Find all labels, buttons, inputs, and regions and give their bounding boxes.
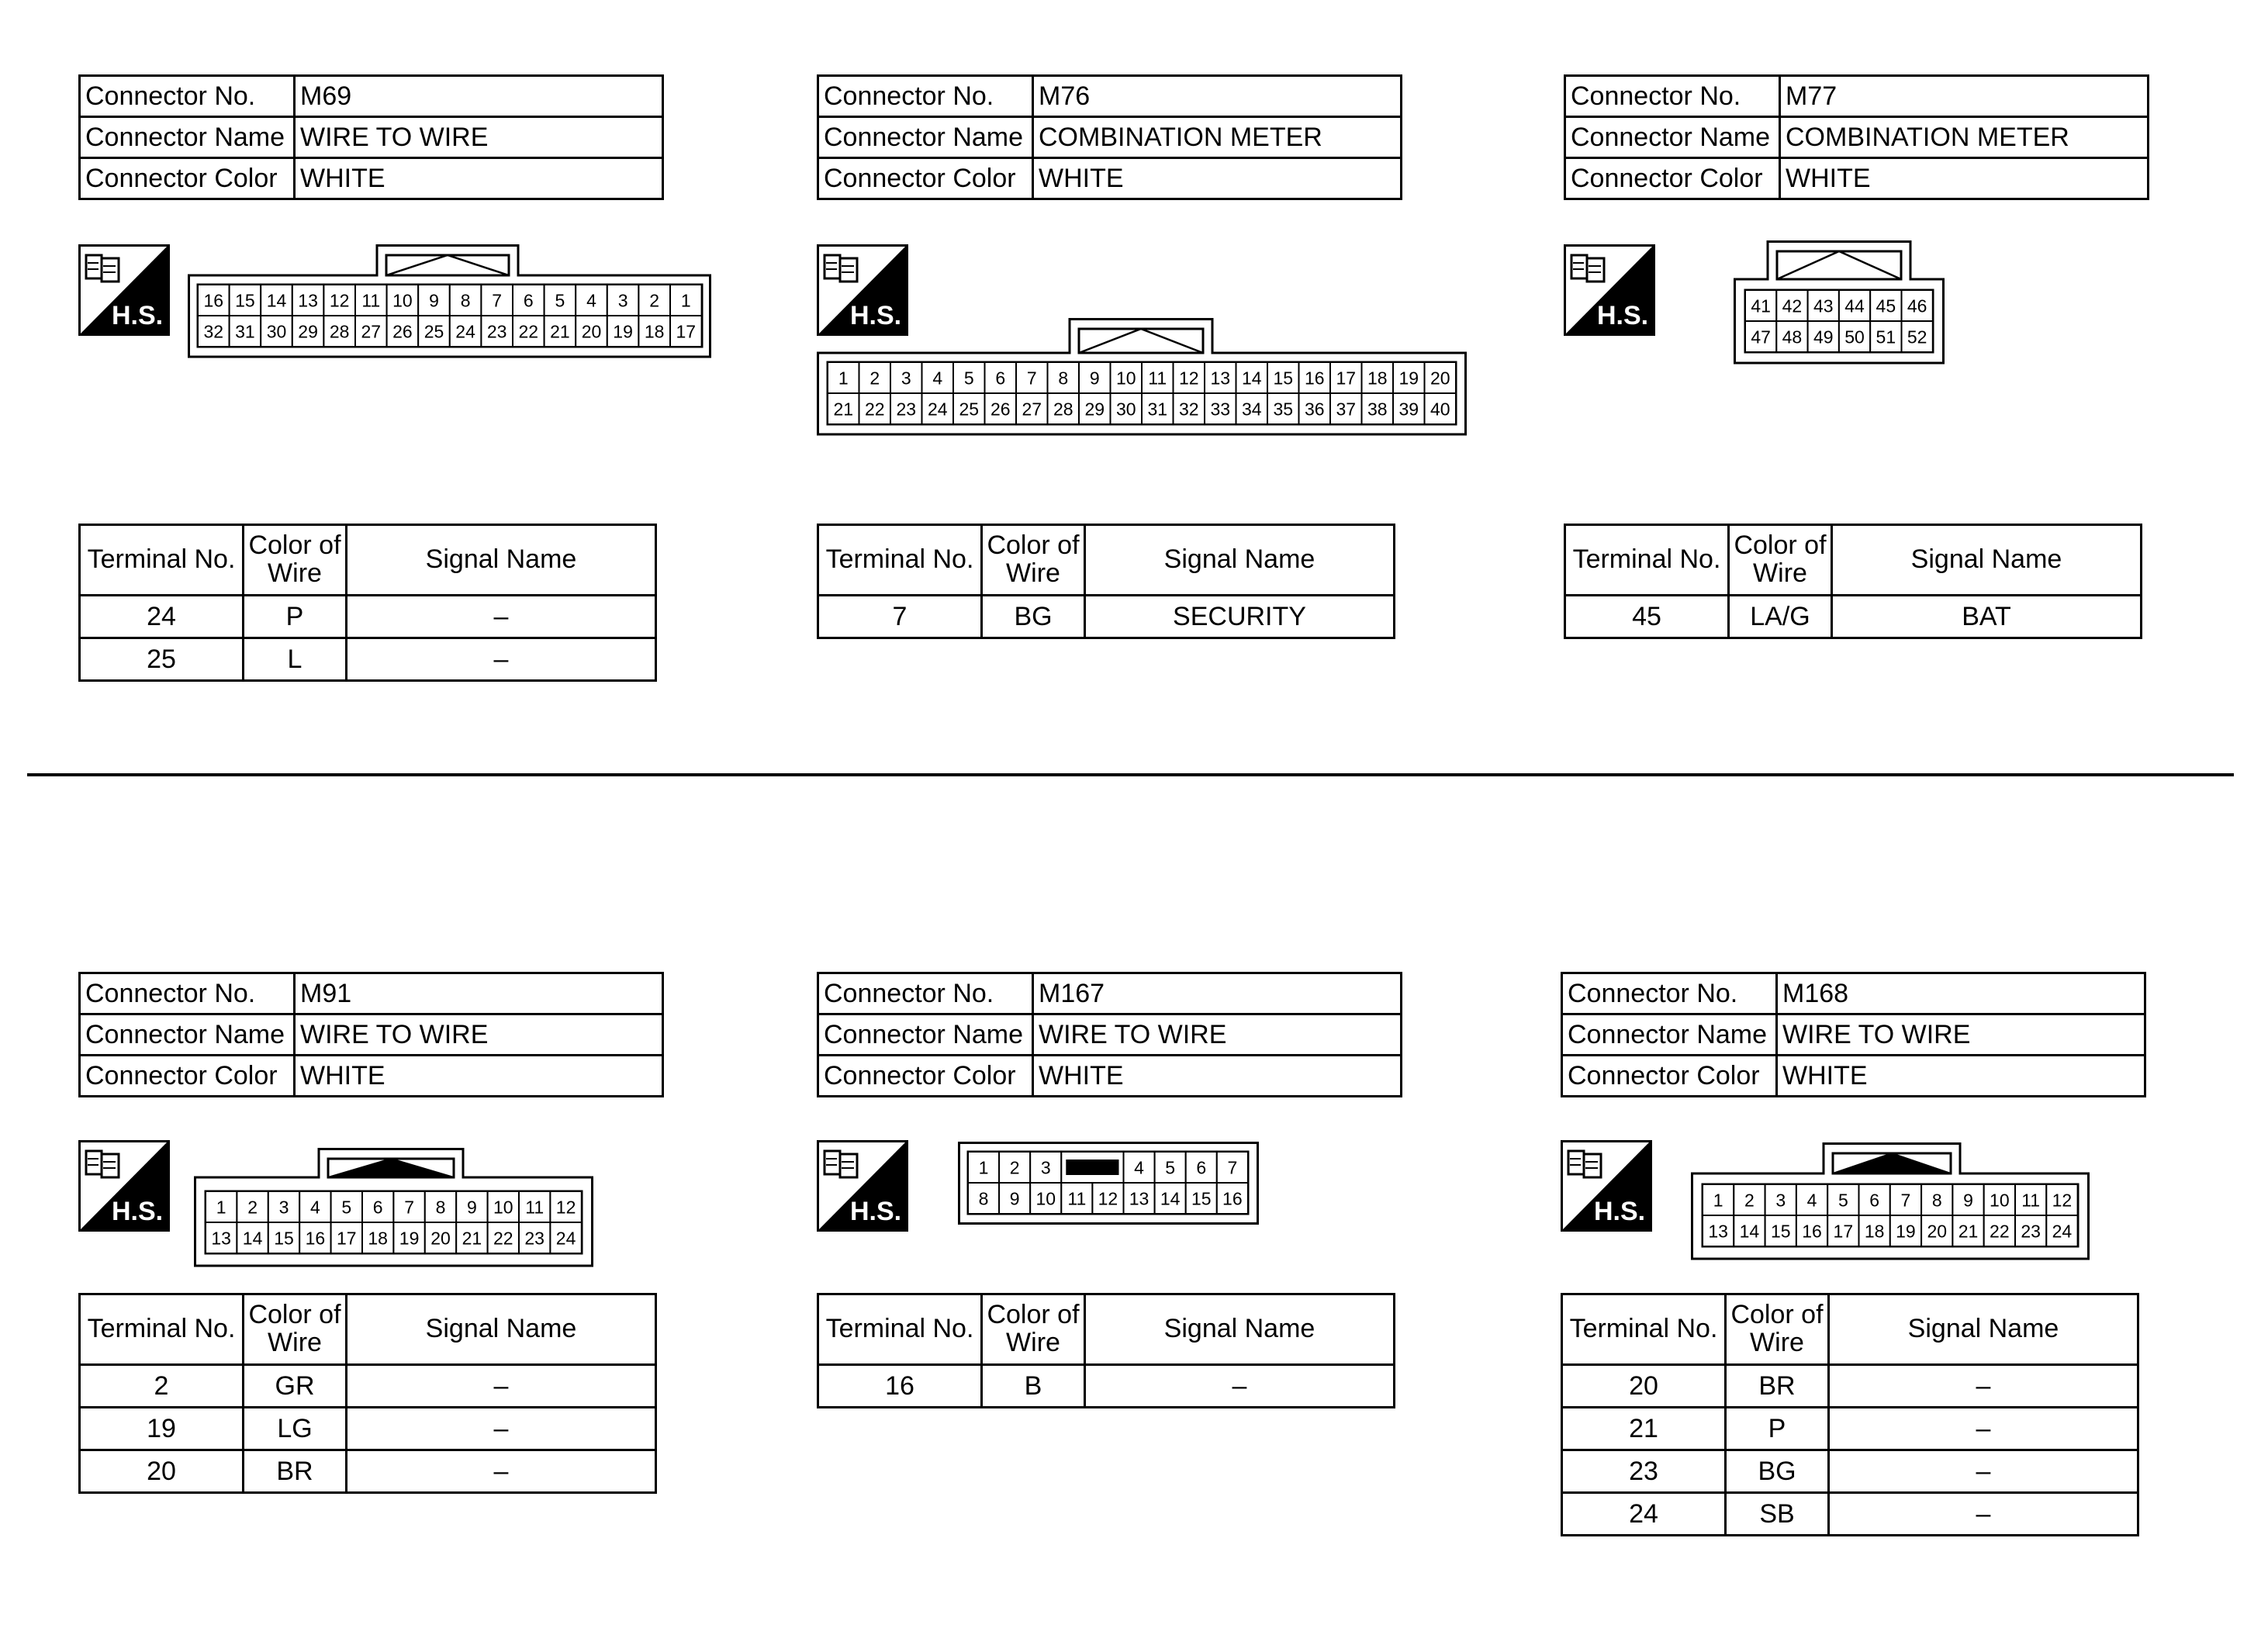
pin-number: 4 — [932, 368, 943, 389]
table-row — [80, 1365, 656, 1408]
pin-number: 30 — [1115, 399, 1136, 420]
pin-number: 39 — [1398, 399, 1419, 420]
pin-number: 3 — [278, 1197, 289, 1218]
pin-number: 12 — [1098, 1188, 1118, 1209]
table-row — [818, 1365, 1395, 1408]
pin-number: 6 — [1869, 1190, 1880, 1211]
hs-badge-text: H.S. — [850, 1197, 902, 1226]
terminal-no: 45 — [1565, 596, 1729, 638]
connector-no-value: M167 — [1033, 973, 1402, 1014]
pin-number: 13 — [1708, 1221, 1728, 1242]
pin-number: 20 — [430, 1228, 451, 1249]
pin-number: 24 — [2052, 1221, 2073, 1242]
pin-number: 8 — [978, 1188, 989, 1209]
hs-badge-text: H.S. — [1597, 301, 1649, 330]
header-color-of-wire: Color of Wire — [982, 1294, 1085, 1365]
pin-number: 2 — [247, 1197, 258, 1218]
pin-number: 30 — [266, 321, 287, 342]
pin-number: 5 — [1165, 1157, 1176, 1178]
connector-no-value: M168 — [1777, 973, 2145, 1014]
pin-number: 19 — [399, 1228, 420, 1249]
terminal-no: 24 — [80, 596, 244, 638]
label-connector-no: Connector No. — [818, 76, 1033, 117]
label-connector-no: Connector No. — [1565, 76, 1780, 117]
signal-name: – — [347, 596, 656, 638]
pin-number: 17 — [1336, 368, 1357, 389]
connector-color-value: WHITE — [1033, 1056, 1402, 1097]
pin-number: 15 — [1770, 1221, 1791, 1242]
pin-number: 7 — [492, 290, 503, 311]
pin-number: 9 — [1009, 1188, 1020, 1209]
harness-side-icon — [1564, 244, 1655, 336]
wire-color: LA/G — [1729, 596, 1832, 638]
label-connector-color: Connector Color — [818, 1056, 1033, 1097]
pin-number: 48 — [1782, 327, 1803, 347]
pin-number: 16 — [203, 290, 224, 311]
table-row — [80, 596, 656, 638]
signal-name: – — [1829, 1365, 2138, 1408]
pin-number: 4 — [1134, 1157, 1144, 1178]
label-connector-color: Connector Color — [1562, 1056, 1777, 1097]
pin-number: 2 — [869, 368, 880, 389]
header-terminal-no: Terminal No. — [1562, 1294, 1726, 1365]
pin-number: 15 — [1273, 368, 1294, 389]
connector-face-m69 — [188, 244, 711, 361]
terminal-no: 23 — [1562, 1450, 1726, 1493]
pin-number: 14 — [1739, 1221, 1760, 1242]
pin-number: 1 — [1713, 1190, 1723, 1211]
pin-number: 24 — [555, 1228, 576, 1249]
connector-face-m76 — [817, 318, 1467, 438]
pin-number: 10 — [493, 1197, 513, 1218]
pin-number: 25 — [959, 399, 980, 420]
pin-number: 16 — [1222, 1188, 1243, 1209]
pin-number: 19 — [613, 321, 633, 342]
pin-number: 50 — [1844, 327, 1865, 347]
pin-number: 19 — [1896, 1221, 1916, 1242]
pin-number: 5 — [963, 368, 974, 389]
pin-number: 13 — [1129, 1188, 1150, 1209]
pin-number: 38 — [1367, 399, 1388, 420]
pin-number: 15 — [1191, 1188, 1212, 1209]
table-row — [1562, 1365, 2138, 1408]
pin-number: 27 — [361, 321, 382, 342]
pin-number: 45 — [1876, 295, 1896, 316]
terminal-table-m76 — [817, 524, 1395, 639]
pin-number: 20 — [1430, 368, 1450, 389]
pin-number: 29 — [1084, 399, 1105, 420]
pin-number: 1 — [216, 1197, 226, 1218]
pin-number: 1 — [978, 1157, 989, 1178]
wire-color: SB — [1726, 1493, 1829, 1536]
header-terminal-no: Terminal No. — [1565, 525, 1729, 596]
header-terminal-no: Terminal No. — [818, 1294, 982, 1365]
header-terminal-no: Terminal No. — [80, 525, 244, 596]
pin-number: 12 — [329, 290, 350, 311]
connector-face-m168 — [1691, 1142, 2090, 1260]
label-connector-no: Connector No. — [80, 76, 295, 117]
pin-number: 2 — [1009, 1157, 1020, 1178]
pin-number: 8 — [1058, 368, 1069, 389]
header-color-of-wire: Color of Wire — [244, 1294, 347, 1365]
header-signal-name: Signal Name — [1829, 1294, 2138, 1365]
terminal-no: 20 — [80, 1450, 244, 1493]
pin-number: 11 — [2021, 1190, 2041, 1211]
pin-number: 11 — [361, 290, 381, 311]
table-row — [1565, 596, 2142, 638]
wire-color: P — [1726, 1408, 1829, 1450]
connector-name-value: WIRE TO WIRE — [295, 1014, 663, 1056]
pin-number: 12 — [555, 1197, 576, 1218]
pin-number: 51 — [1876, 327, 1896, 347]
pin-number: 21 — [462, 1228, 482, 1249]
pin-number: 26 — [990, 399, 1011, 420]
signal-name: – — [1829, 1493, 2138, 1536]
pin-number: 9 — [1963, 1190, 1973, 1211]
label-connector-color: Connector Color — [80, 158, 295, 199]
pin-number: 5 — [555, 290, 565, 311]
connector-no-value: M77 — [1780, 76, 2149, 117]
pin-number: 41 — [1751, 295, 1771, 316]
pin-number: 46 — [1907, 295, 1927, 316]
pin-number: 32 — [203, 321, 224, 342]
table-row — [80, 1450, 656, 1493]
pin-number: 31 — [235, 321, 255, 342]
pin-number: 15 — [235, 290, 255, 311]
pin-number: 14 — [266, 290, 287, 311]
pin-number: 14 — [1160, 1188, 1181, 1209]
pin-number: 10 — [392, 290, 413, 311]
pin-number: 18 — [1367, 368, 1388, 389]
pin-number: 24 — [455, 321, 475, 342]
harness-side-icon — [817, 1140, 908, 1232]
pin-number: 11 — [1148, 368, 1167, 389]
terminal-no: 21 — [1562, 1408, 1726, 1450]
connector-info-m167 — [817, 972, 1402, 1097]
header-color-of-wire: Color of Wire — [1726, 1294, 1829, 1365]
connector-face-m167 — [958, 1142, 1259, 1225]
signal-name: – — [347, 1408, 656, 1450]
wire-color: LG — [244, 1408, 347, 1450]
pin-number: 3 — [901, 368, 911, 389]
pin-number: 5 — [341, 1197, 352, 1218]
harness-side-icon — [78, 1140, 170, 1232]
pin-number: 33 — [1210, 399, 1231, 420]
header-signal-name: Signal Name — [1832, 525, 2142, 596]
connector-no-value: M91 — [295, 973, 663, 1014]
label-connector-no: Connector No. — [80, 973, 295, 1014]
section-divider — [27, 773, 2234, 776]
table-row — [818, 596, 1395, 638]
terminal-no: 2 — [80, 1365, 244, 1408]
pin-number: 16 — [1802, 1221, 1822, 1242]
pin-number: 21 — [1958, 1221, 1979, 1242]
label-connector-name: Connector Name — [1565, 117, 1780, 158]
header-color-of-wire: Color of Wire — [244, 525, 347, 596]
connector-face-m91 — [194, 1148, 593, 1268]
pin-number: 14 — [242, 1228, 263, 1249]
label-connector-name: Connector Name — [80, 117, 295, 158]
pin-number: 3 — [1775, 1190, 1786, 1211]
signal-name: BAT — [1832, 596, 2142, 638]
pin-number: 31 — [1147, 399, 1168, 420]
pin-number: 17 — [1833, 1221, 1854, 1242]
wire-color: P — [244, 596, 347, 638]
terminal-no: 16 — [818, 1365, 982, 1408]
pin-number: 7 — [1227, 1157, 1238, 1178]
pin-number: 29 — [298, 321, 318, 342]
pin-number: 27 — [1022, 399, 1042, 420]
table-row — [1562, 1408, 2138, 1450]
hs-badge-text: H.S. — [112, 301, 164, 330]
pin-number: 34 — [1241, 399, 1262, 420]
connector-color-value: WHITE — [1033, 158, 1402, 199]
signal-name: – — [1829, 1450, 2138, 1493]
pin-number: 3 — [1040, 1157, 1051, 1178]
label-connector-no: Connector No. — [1562, 973, 1777, 1014]
label-connector-name: Connector Name — [1562, 1014, 1777, 1056]
header-signal-name: Signal Name — [347, 525, 656, 596]
hs-badge-text: H.S. — [850, 301, 902, 330]
pin-number: 23 — [486, 321, 507, 342]
wire-color: BR — [244, 1450, 347, 1493]
pin-number: 52 — [1907, 327, 1927, 347]
connector-info-m77 — [1564, 74, 2149, 200]
pin-number: 22 — [1990, 1221, 2010, 1242]
pin-number: 28 — [329, 321, 350, 342]
pin-number: 10 — [1035, 1188, 1056, 1209]
wire-color: L — [244, 638, 347, 681]
wire-color: B — [982, 1365, 1085, 1408]
header-signal-name: Signal Name — [1085, 1294, 1395, 1365]
header-color-of-wire: Color of Wire — [982, 525, 1085, 596]
pin-number: 12 — [2052, 1190, 2073, 1211]
pin-number: 11 — [525, 1197, 545, 1218]
connector-name-value: WIRE TO WIRE — [1033, 1014, 1402, 1056]
pin-number: 42 — [1782, 295, 1803, 316]
connector-color-value: WHITE — [295, 1056, 663, 1097]
pin-number: 36 — [1304, 399, 1325, 420]
wire-color: BR — [1726, 1365, 1829, 1408]
pin-number: 23 — [524, 1228, 545, 1249]
pin-number: 7 — [1026, 368, 1037, 389]
pin-number: 6 — [1196, 1157, 1207, 1178]
pin-number: 21 — [550, 321, 570, 342]
pin-number: 1 — [680, 290, 691, 311]
pin-number: 13 — [211, 1228, 231, 1249]
terminal-no: 19 — [80, 1408, 244, 1450]
signal-name: – — [1829, 1408, 2138, 1450]
hs-badge-text: H.S. — [112, 1197, 164, 1226]
label-connector-color: Connector Color — [80, 1056, 295, 1097]
signal-name: – — [347, 1365, 656, 1408]
label-connector-name: Connector Name — [818, 1014, 1033, 1056]
pin-number: 4 — [586, 290, 596, 311]
terminal-table-m168 — [1561, 1293, 2139, 1536]
pin-number: 9 — [429, 290, 439, 311]
connector-name-value: WIRE TO WIRE — [295, 117, 663, 158]
terminal-no: 24 — [1562, 1493, 1726, 1536]
label-connector-no: Connector No. — [818, 973, 1033, 1014]
pin-number: 13 — [1210, 368, 1231, 389]
pin-number: 10 — [1115, 368, 1136, 389]
pin-number: 43 — [1813, 295, 1834, 316]
harness-side-icon — [78, 244, 170, 336]
pin-number: 49 — [1813, 327, 1834, 347]
pin-number: 14 — [1241, 368, 1262, 389]
pin-number: 2 — [649, 290, 660, 311]
pin-number: 1 — [838, 368, 849, 389]
pin-number: 18 — [1864, 1221, 1885, 1242]
pin-number: 17 — [676, 321, 697, 342]
connector-no-value: M76 — [1033, 76, 1402, 117]
wire-color: BG — [1726, 1450, 1829, 1493]
pin-number: 7 — [1900, 1190, 1911, 1211]
pin-number: 32 — [1178, 399, 1199, 420]
pin-number: 3 — [617, 290, 628, 311]
pin-number: 9 — [467, 1197, 477, 1218]
pin-number: 25 — [424, 321, 444, 342]
pin-number: 20 — [1927, 1221, 1948, 1242]
wire-color: GR — [244, 1365, 347, 1408]
pin-number: 4 — [1806, 1190, 1817, 1211]
pin-number: 16 — [1304, 368, 1325, 389]
connector-color-value: WHITE — [1780, 158, 2149, 199]
connector-color-value: WHITE — [295, 158, 663, 199]
connector-info-m69 — [78, 74, 664, 200]
pin-number: 22 — [518, 321, 539, 342]
pin-number: 12 — [1178, 368, 1199, 389]
terminal-table-m167 — [817, 1293, 1395, 1408]
table-row — [1562, 1493, 2138, 1536]
pin-number: 44 — [1844, 295, 1865, 316]
pin-number: 18 — [644, 321, 665, 342]
pin-number: 26 — [392, 321, 413, 342]
connector-info-m91 — [78, 972, 664, 1097]
pin-number: 11 — [1067, 1188, 1087, 1209]
pin-number: 6 — [523, 290, 534, 311]
label-connector-name: Connector Name — [80, 1014, 295, 1056]
connector-face-m77 — [1734, 240, 1945, 365]
header-terminal-no: Terminal No. — [818, 525, 982, 596]
pin-number: 5 — [1837, 1190, 1848, 1211]
pin-number: 47 — [1751, 327, 1771, 347]
header-color-of-wire: Color of Wire — [1729, 525, 1832, 596]
blocked-cavity — [1066, 1160, 1118, 1175]
terminal-no: 7 — [818, 596, 982, 638]
terminal-table-m69 — [78, 524, 657, 682]
pin-number: 40 — [1430, 399, 1450, 420]
pin-number: 13 — [298, 290, 318, 311]
signal-name: – — [347, 638, 656, 681]
terminal-no: 25 — [80, 638, 244, 681]
terminal-table-m91 — [78, 1293, 657, 1494]
connector-name-value: WIRE TO WIRE — [1777, 1014, 2145, 1056]
connector-color-value: WHITE — [1777, 1056, 2145, 1097]
header-terminal-no: Terminal No. — [80, 1294, 244, 1365]
header-signal-name: Signal Name — [1085, 525, 1395, 596]
harness-side-icon — [1561, 1140, 1652, 1232]
connector-name-value: COMBINATION METER — [1780, 117, 2149, 158]
terminal-no: 20 — [1562, 1365, 1726, 1408]
pin-number: 10 — [1990, 1190, 2010, 1211]
terminal-table-m77 — [1564, 524, 2142, 639]
pin-number: 7 — [404, 1197, 414, 1218]
pin-number: 4 — [310, 1197, 320, 1218]
label-connector-color: Connector Color — [818, 158, 1033, 199]
table-row — [80, 638, 656, 681]
pin-number: 8 — [435, 1197, 446, 1218]
signal-name: – — [1085, 1365, 1395, 1408]
pin-number: 6 — [995, 368, 1006, 389]
wire-color: BG — [982, 596, 1085, 638]
pin-number: 23 — [2021, 1221, 2041, 1242]
pin-number: 17 — [337, 1228, 357, 1249]
pin-number: 16 — [305, 1228, 326, 1249]
header-signal-name: Signal Name — [347, 1294, 656, 1365]
pin-number: 23 — [896, 399, 917, 420]
pin-number: 24 — [927, 399, 948, 420]
pin-number: 18 — [368, 1228, 388, 1249]
pin-number: 37 — [1336, 399, 1357, 420]
pin-number: 15 — [274, 1228, 294, 1249]
pin-number: 8 — [460, 290, 471, 311]
connector-name-value: COMBINATION METER — [1033, 117, 1402, 158]
pin-number: 35 — [1273, 399, 1294, 420]
pin-number: 19 — [1398, 368, 1419, 389]
pin-number: 8 — [1931, 1190, 1942, 1211]
pin-number: 9 — [1089, 368, 1100, 389]
pin-number: 6 — [372, 1197, 383, 1218]
label-connector-color: Connector Color — [1565, 158, 1780, 199]
table-row — [80, 1408, 656, 1450]
label-connector-name: Connector Name — [818, 117, 1033, 158]
hs-badge-text: H.S. — [1594, 1197, 1646, 1226]
connector-no-value: M69 — [295, 76, 663, 117]
connector-info-m76 — [817, 74, 1402, 200]
pin-number: 22 — [864, 399, 885, 420]
pin-number: 28 — [1053, 399, 1073, 420]
signal-name: SECURITY — [1085, 596, 1395, 638]
pin-number: 20 — [581, 321, 602, 342]
signal-name: – — [347, 1450, 656, 1493]
table-row — [1562, 1450, 2138, 1493]
pin-number: 2 — [1744, 1190, 1755, 1211]
pin-number: 22 — [493, 1228, 513, 1249]
pin-number: 21 — [833, 399, 854, 420]
connector-info-m168 — [1561, 972, 2146, 1097]
